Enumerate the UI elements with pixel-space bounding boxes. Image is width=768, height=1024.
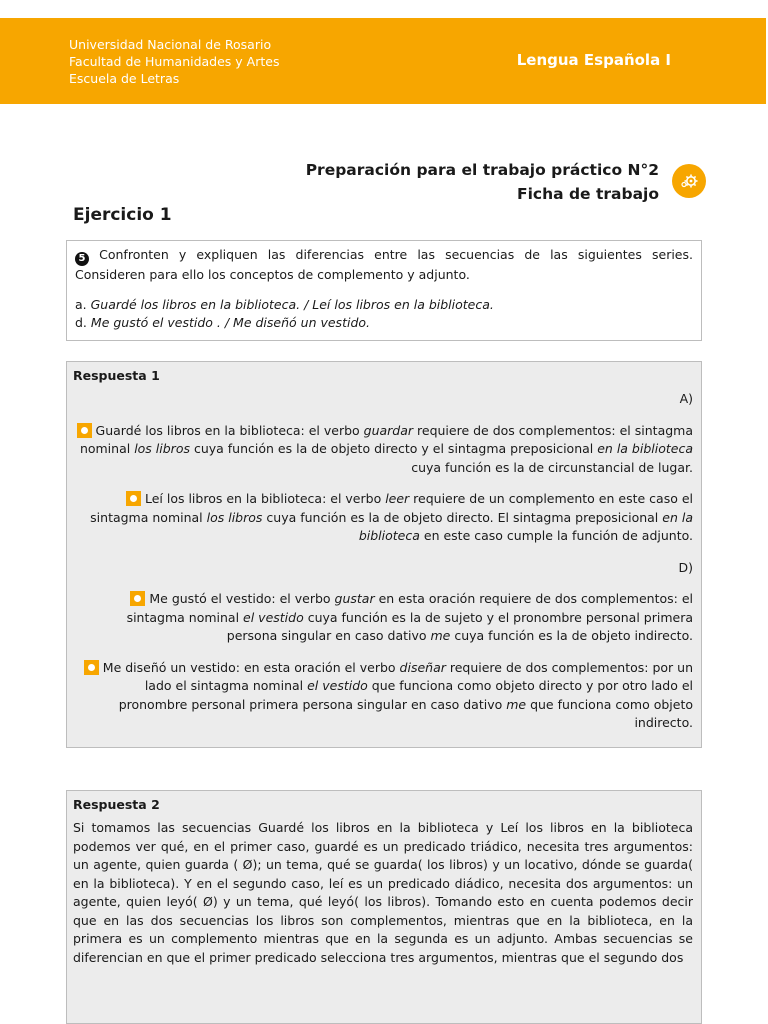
item-label: d. (75, 315, 87, 330)
section-label: A) (679, 391, 693, 406)
section-label: D) (678, 559, 693, 575)
orange-square-bullet-icon (126, 491, 141, 506)
institution-line: Facultad de Humanidades y Artes (69, 54, 280, 69)
orange-square-bullet-icon (130, 591, 145, 606)
document-subtitle: Ficha de trabajo (516, 185, 659, 203)
exercise-title: Ejercicio 1 (73, 205, 172, 225)
document-title (306, 158, 659, 206)
item-text: Guardé los libros en la biblioteca. / Leí los libros en la biblioteca. (90, 296, 494, 312)
answer-title: Respuesta 2 (73, 797, 160, 812)
answer-1-box (66, 361, 702, 748)
answer-2-box (66, 790, 702, 1024)
circled-number-icon: 5 (75, 252, 89, 266)
gear-icon (672, 164, 706, 198)
answer-paragraph: Me diseñó un vestido: en esta oración el verbo diseñar requiere de dos complementos: por un lado el sintagma nominal el vestido que funciona como objeto directo y por otro lado el pronombre personal primera persona singular en caso dativo me que funciona como objeto indirecto. (73, 659, 693, 733)
item-text: Me gustó el vestido . / Me diseñó un vestido. (90, 315, 370, 330)
course-title: Lengua Española I (516, 51, 671, 69)
orange-square-bullet-icon (84, 660, 99, 675)
document-title-line: Preparación para el trabajo práctico N°2 (305, 161, 659, 179)
prompt-item-d (75, 314, 693, 333)
prompt-text (75, 246, 693, 285)
institution-line: Escuela de Letras (69, 71, 180, 86)
page-header (0, 18, 766, 104)
institution-line: Universidad Nacional de Rosario (69, 37, 272, 52)
answer-paragraph: Si tomamos las secuencias Guardé los libros en la biblioteca y Leí los libros en la biblioteca podemos ver qué, en el primer caso, guardé es un predicado triádico, necesita tres argumentos: un agente, quien guarda ( Ø); un tema, qué se guarda( los libros) y un locativo, dónde se guarda( en la biblioteca). Y en el segundo caso, leí es un predicado diádico, necesita dos argumentos: un agente, quien leyó( Ø) y un tema, qué leyó( los libros). Tomando esto en cuenta podemos decir que en las dos secuencias los libros son complementos, mientras que en la biblioteca, en la primera es un complemento mientras que en la segunda es un adjunto. Ambas secuencias se diferencian en que el primer predicado selecciona tres argumentos, mientras que el segundo dos (73, 820, 693, 965)
prompt-instructions: Confronten y expliquen las diferencias entre las secuencias de las siguientes series. Consideren para ello los conceptos de complemento y adjunto. (75, 247, 693, 282)
answer-paragraph: Leí los libros en la biblioteca: el verbo leer requiere de un complemento en este caso el sintagma nominal los libros cuya función es la de objeto directo. El sintagma preposicional en la biblioteca en este caso cumple la función de adjunto. (90, 491, 693, 543)
exercise-prompt-box (66, 240, 702, 341)
institution-block (69, 36, 279, 87)
item-label: a. (75, 296, 87, 312)
answer-title: Respuesta 1 (73, 368, 160, 383)
answer-paragraph: Me gustó el vestido: el verbo gustar en esta oración requiere de dos complementos: el sintagma nominal el vestido cuya función es la de sujeto y el pronombre personal primera persona singular en caso dativo me cuya función es la de objeto indirecto. (126, 591, 693, 643)
orange-square-bullet-icon (77, 423, 92, 438)
answer-paragraph: Guardé los libros en la biblioteca: el verbo guardar requiere de dos complementos: el sintagma nominal los libros cuya función es la de objeto directo y el sintagma preposicional en la biblioteca cuya función es la de circunstancial de lugar. (73, 422, 693, 478)
prompt-item-a (75, 296, 693, 315)
